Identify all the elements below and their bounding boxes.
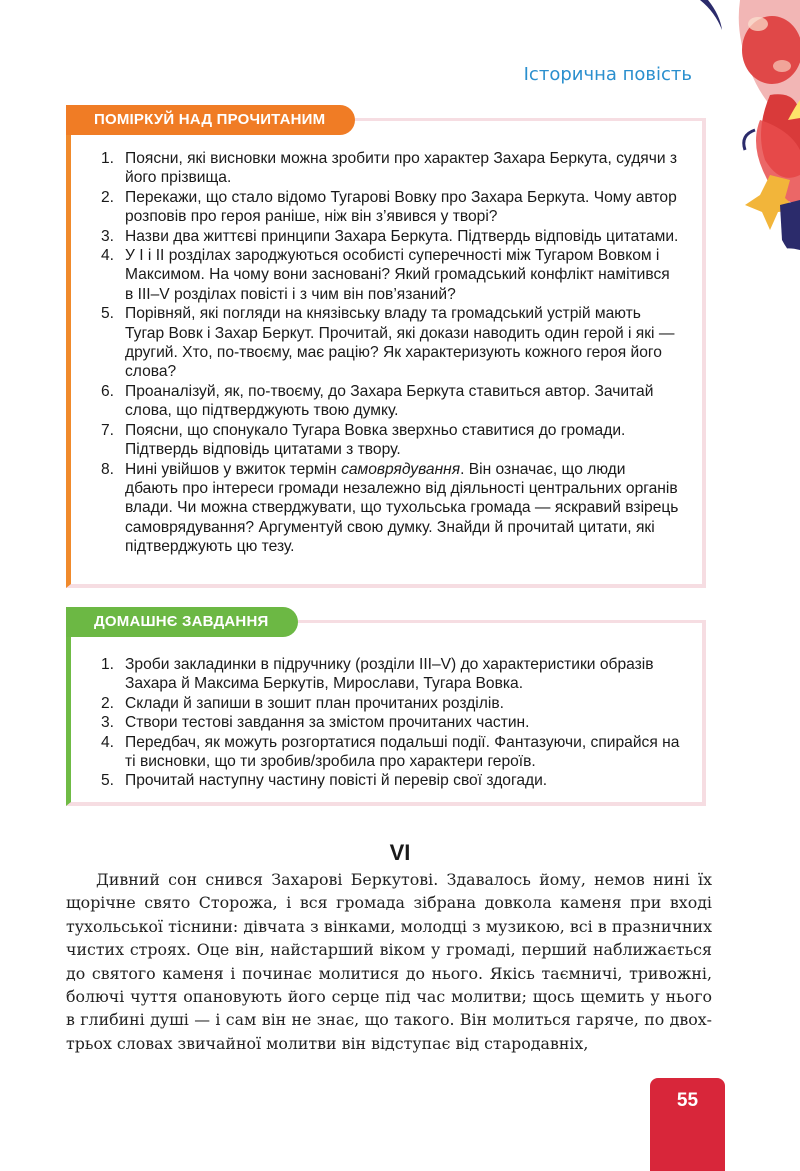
homework-box-title: ДОМАШНЄ ЗАВДАННЯ	[66, 607, 298, 637]
item-number: 7.	[101, 421, 115, 439]
term-italic: самоврядування	[341, 460, 461, 478]
item-number: 1.	[101, 150, 115, 167]
item-number: 2.	[101, 694, 115, 712]
item-text: Поясни, що спонукало Тугара Вовка зверхньо ставитися до громади. Підтвердь відповідь цитатами з твору.	[125, 421, 626, 459]
list-item	[101, 421, 680, 460]
list-item	[101, 227, 680, 246]
homework-box	[66, 613, 706, 806]
item-text-start: Нині увійшов у вжиток термін	[125, 460, 342, 478]
list-item	[101, 460, 680, 557]
item-number: 2.	[101, 188, 115, 206]
item-number: 3.	[101, 227, 115, 245]
item-text: Створи тестові завдання за змістом прочитаних частин.	[125, 714, 530, 732]
item-number: 4.	[101, 247, 115, 265]
item-text: Назви два життєві принципи Захара Беркута. Підтвердь відповідь цитатами.	[125, 227, 679, 245]
list-item	[101, 713, 680, 732]
item-number: 3.	[101, 714, 115, 732]
item-text: Поясни, які висновки можна зробити про характер Захара Беркута, судячи з його прізвища.	[125, 150, 678, 187]
list-item	[101, 149, 680, 188]
reflect-box	[66, 111, 706, 588]
item-number: 4.	[101, 733, 115, 751]
running-header: Історична повість	[523, 64, 692, 85]
homework-list	[101, 655, 680, 791]
list-item	[101, 246, 680, 304]
item-number: 6.	[101, 382, 115, 400]
reflect-box-title: ПОМІРКУЙ НАД ПРОЧИТАНИМ	[66, 105, 355, 135]
item-text-end: . Він означає, що люди дбають про інтереси громади незалежно від діяльності центральних органів влади. Чи можна стверджувати, що тухольська громада — яскравий взірець самоврядування? Аргументуй свою думку. Знайди й прочитай цитати, які підтверджують цю тезу.	[125, 460, 679, 556]
item-text: Перекажи, що стало відомо Тугарові Вовку про Захара Беркута. Чому автор розповів про героя раніше, ніж він з’явився у творі?	[125, 188, 677, 226]
list-item	[101, 694, 680, 713]
page-number-tab	[650, 1078, 725, 1171]
list-item	[101, 655, 680, 694]
item-number: 5.	[101, 772, 115, 790]
item-text: Проаналізуй, як, по-твоєму, до Захара Беркута ставиться автор. Зачитай слова, що підтверджують твою думку.	[125, 382, 654, 420]
item-number: 8.	[101, 460, 115, 478]
chapter-heading: VI	[389, 840, 411, 865]
page-number: 55	[676, 1090, 699, 1111]
item-number: 5.	[101, 305, 115, 323]
item-text: Склади й запиши в зошит план прочитаних розділів.	[125, 694, 504, 712]
list-item	[101, 188, 680, 227]
item-text: У І і ІІ розділах зароджуються особисті суперечності між Тугаром Вовком і Максимом. На чому вони засновані? Який громадський конфлікт намітився в ІІІ–V розділах повісті і з чим він пов’язаний?	[125, 247, 670, 303]
item-text: Прочитай наступну частину повісті й перевір свої здогади.	[125, 772, 548, 790]
list-item	[101, 733, 680, 772]
list-item	[101, 771, 680, 790]
item-text: Передбач, як можуть розгортатися подальші події. Фантазуючи, спирайся на ті висновки, що ти зробив/зробила про характери героїв.	[125, 733, 680, 771]
reflect-questions-list	[101, 149, 680, 557]
item-text: Зроби закладинки в підручнику (розділи ІІІ–V) до характеристики образів Захара й Максима Беркутів, Мирослави, Тугара Вовка.	[125, 656, 654, 693]
item-number: 1.	[101, 656, 115, 673]
chapter-text: Дивний сон снився Захарові Беркутові. Здавалось йому, немов нині їх щорічне свято Сторожа, і вся громада зібрана довкола каменя при вході тухольської тіснини: дівчата з вінками, молодці з музикою, всі в празничних чистих строях. Оце він, найстарший віком у громаді, перший наближається до святого каменя і починає молитися до нього. Якісь таємничі, тривожні, болючі чуття опановують його серце під час молитви; щось щемить у нього в глибині душі — і сам він не знає, що такого. Він молиться гаряче, по двох-трьох словах звичайної молитви він відступає від стародавніх,	[66, 870, 712, 1053]
list-item	[101, 382, 680, 421]
item-text: Порівняй, які погляди на князівську владу та громадський устрій мають Тугар Вовк і Захар Беркут. Прочитай, які докази наводить один герой і які — другий. Хто, по-твоєму, має рацію? Як характеризують кожного героя його слова?	[125, 305, 675, 381]
list-item	[101, 304, 680, 382]
